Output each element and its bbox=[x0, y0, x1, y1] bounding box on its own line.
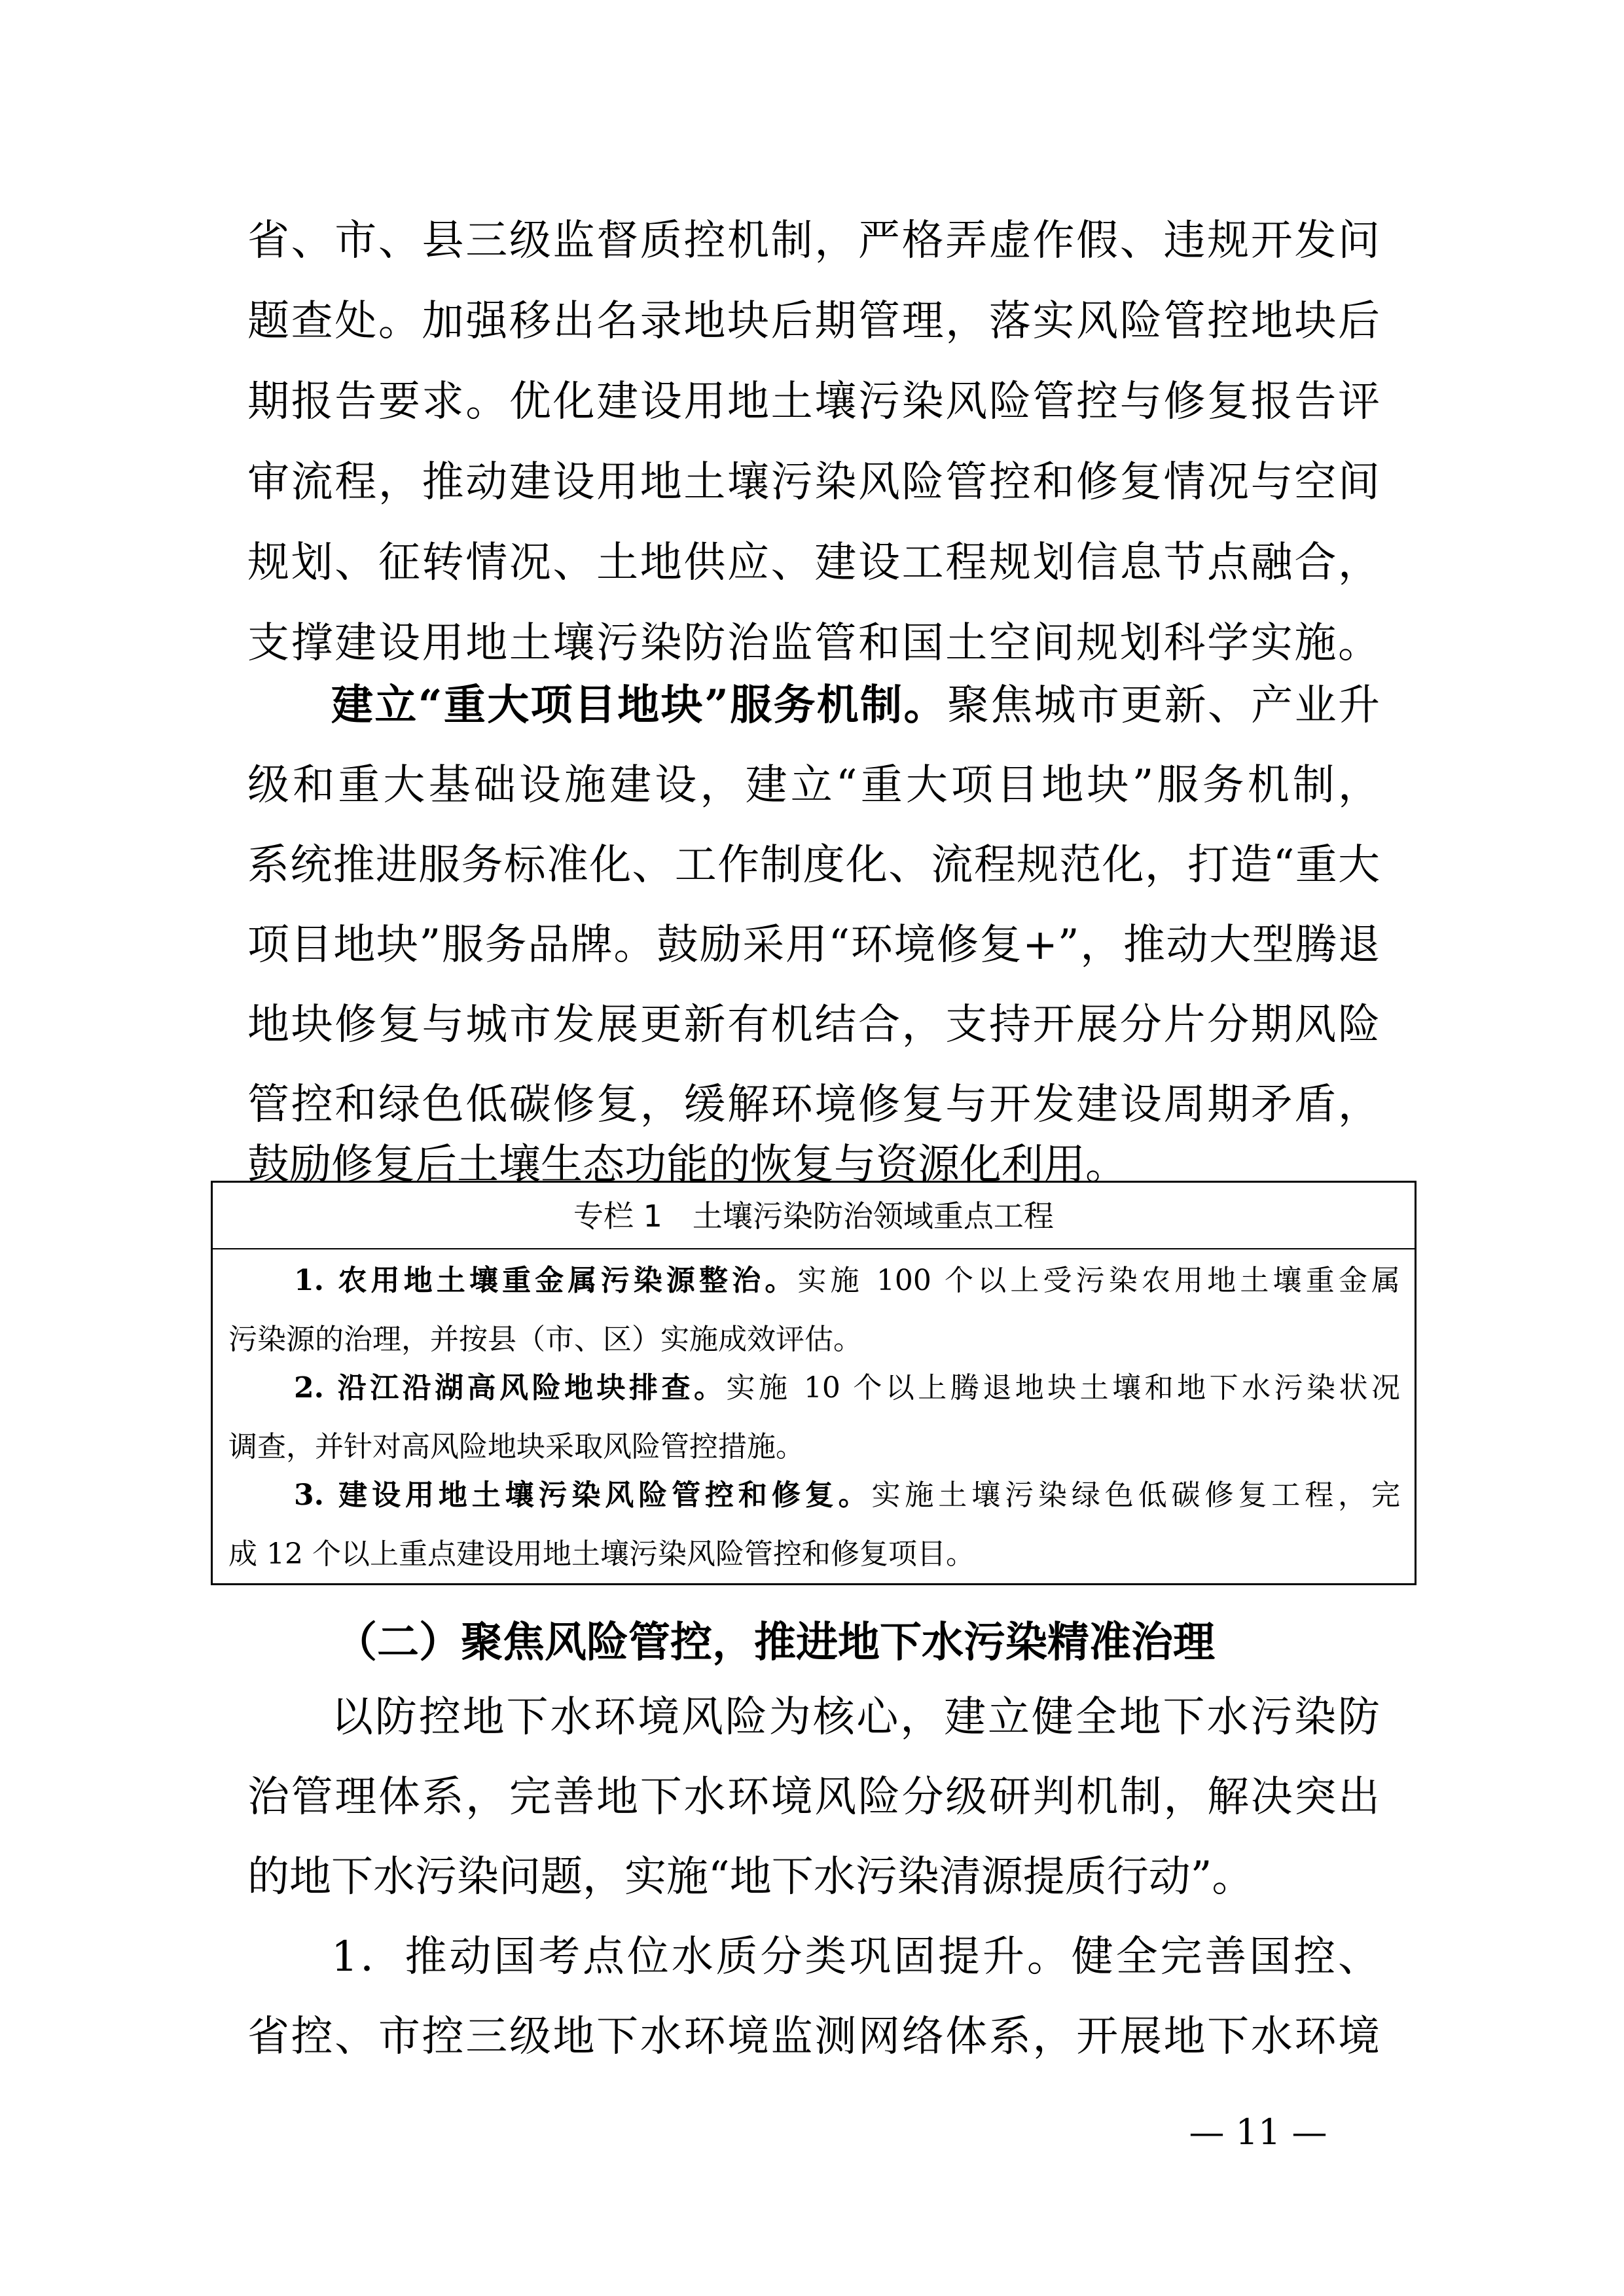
item-text: 实施 10 个以上腾退地块土壤和地下水污染状况 bbox=[726, 1371, 1400, 1405]
box-item-line: 污染源的治理，并按县（市、区）实施成效评估。 bbox=[228, 1323, 862, 1356]
section-heading: （二）聚焦风险管控，推进地下水污染精准治理 bbox=[335, 1619, 1215, 1667]
key-projects-box bbox=[211, 1181, 1416, 1585]
box-item-line: 调查，并针对高风险地块采取风险管控措施。 bbox=[228, 1430, 804, 1463]
item-lead: 3. 建设用地土壤污染风险管控和修复。 bbox=[294, 1479, 872, 1512]
page-number: — 11 — bbox=[1189, 2111, 1327, 2153]
text-line: 期报告要求。优化建设用地土壤污染风险管控与修复报告评 bbox=[247, 378, 1380, 426]
text-line: 的地下水污染问题，实施“地下水污染清源提质行动”。 bbox=[247, 1853, 1254, 1901]
text-line: 管控和绿色低碳修复，缓解环境修复与开发建设周期矛盾， bbox=[247, 1081, 1380, 1129]
text-line: 支撑建设用地土壤污染防治监管和国土空间规划科学实施。 bbox=[247, 619, 1380, 668]
text-line: 省、市、县三级监督质控机制，严格弄虚作假、违规开发问 bbox=[247, 217, 1380, 265]
text-line: 以防控地下水环境风险为核心，建立健全地下水污染防 bbox=[331, 1693, 1380, 1742]
text-line: 1．推动国考点位水质分类巩固提升。健全完善国控、 bbox=[331, 1933, 1380, 1981]
item-text: 实施土壤污染绿色低碳修复工程，完 bbox=[871, 1479, 1400, 1512]
text-line: 地块修复与城市发展更新有机结合，支持开展分片分期风险 bbox=[247, 1001, 1380, 1049]
text-line bbox=[331, 681, 1380, 730]
text-line: 省控、市控三级地下水环境监测网络体系，开展地下水环境 bbox=[247, 2013, 1380, 2061]
box-item-line bbox=[294, 1371, 1400, 1405]
text-line: 项目地块”服务品牌。鼓励采用“环境修复+”，推动大型腾退 bbox=[247, 921, 1380, 969]
text-line: 系统推进服务标准化、工作制度化、流程规范化，打造“重大 bbox=[247, 841, 1380, 889]
box-title: 专栏 1 土壤污染防治领域重点工程 bbox=[213, 1183, 1415, 1249]
box-item-line bbox=[294, 1481, 1400, 1510]
item-lead: 1. 农用地土壤重金属污染源整治。 bbox=[294, 1264, 798, 1297]
box-item-line bbox=[294, 1266, 1400, 1295]
bold-lead: 建立“重大项目地块”服务机制。 bbox=[331, 681, 947, 730]
text-line: 级和重大基础设施建设，建立“重大项目地块”服务机制， bbox=[247, 761, 1380, 810]
text-line: 规划、征转情况、土地供应、建设工程规划信息节点融合， bbox=[247, 539, 1380, 587]
text-line: 鼓励修复后土壤生态功能的恢复与资源化利用。 bbox=[247, 1141, 1127, 1189]
text-run: 聚焦城市更新、产业升 bbox=[947, 681, 1380, 730]
box-item-line: 成 12 个以上重点建设用地土壤污染风险管控和修复项目。 bbox=[228, 1537, 975, 1571]
item-text: 实施 100 个以上受污染农用地土壤重金属 bbox=[797, 1264, 1400, 1297]
text-line: 治管理体系，完善地下水环境风险分级研判机制，解决突出 bbox=[247, 1773, 1380, 1821]
item-lead: 2. 沿江沿湖高风险地块排查。 bbox=[294, 1371, 727, 1405]
text-line: 题查处。加强移出名录地块后期管理，落实风险管控地块后 bbox=[247, 297, 1380, 346]
text-line: 审流程，推动建设用地土壤污染风险管控和修复情况与空间 bbox=[247, 458, 1380, 507]
